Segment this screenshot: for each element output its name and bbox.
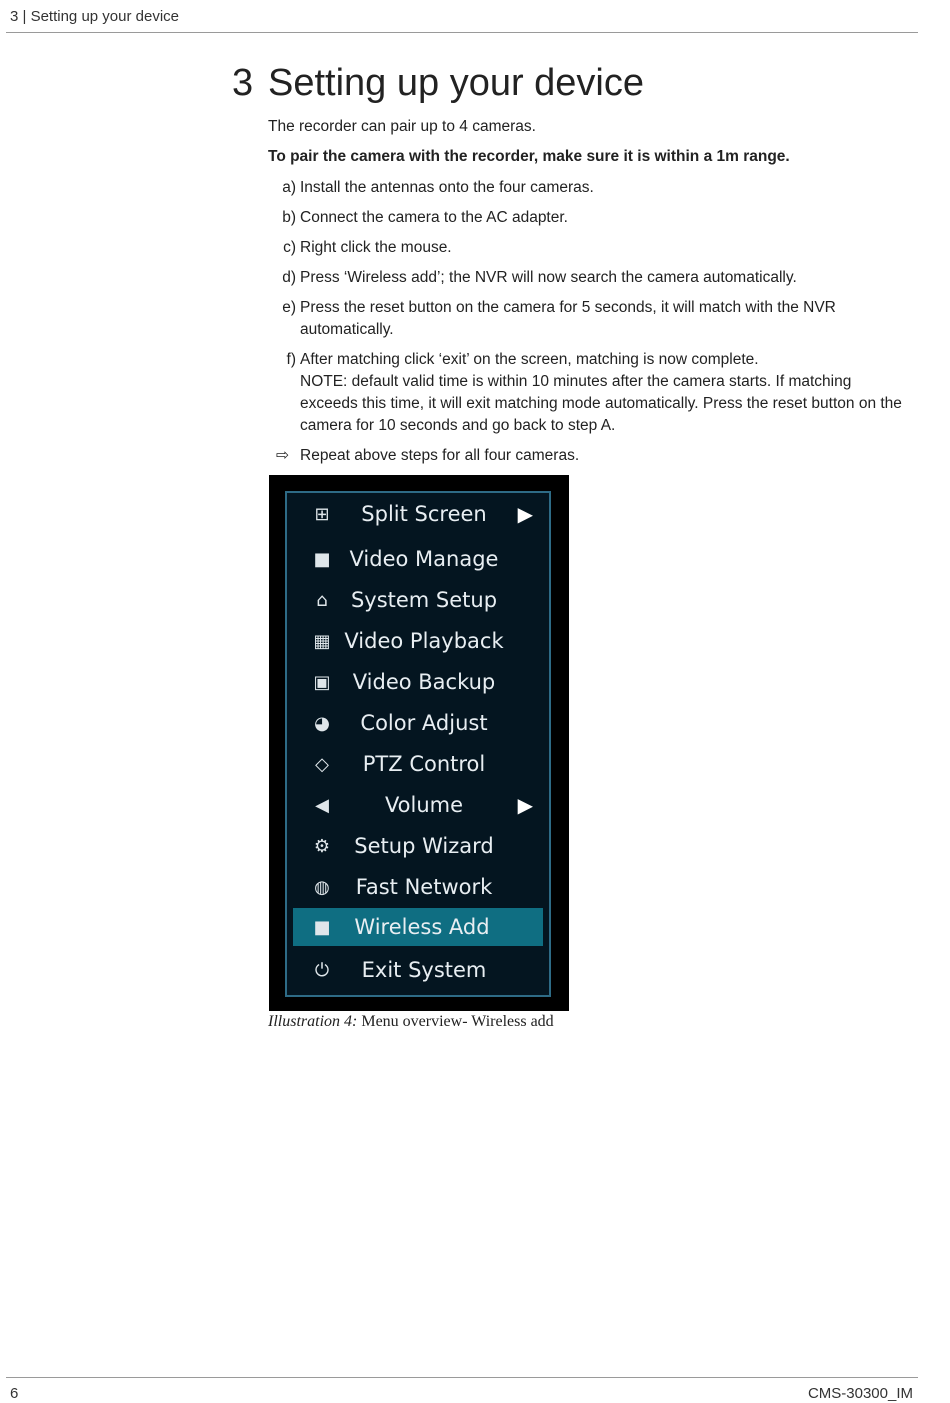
menu-item-label: Split Screen — [361, 502, 487, 526]
header-divider — [6, 32, 918, 33]
menu-item-label: Fast Network — [355, 875, 493, 899]
power-icon: ⏻ — [314, 959, 330, 981]
globe-icon: ◍ — [314, 876, 330, 898]
menu-item-label: Video Manage — [349, 547, 499, 571]
caption-text: Menu overview- Wireless add — [357, 1013, 554, 1030]
camera-icon: ■ — [313, 548, 331, 570]
menu-screenshot — [269, 475, 569, 1011]
house-icon: ⌂ — [316, 589, 328, 611]
running-header: 3 | Setting up your device — [10, 8, 179, 25]
menu-item-exit-system[interactable] — [307, 951, 533, 989]
step-text: Right click the mouse. — [300, 239, 452, 256]
intro-text: The recorder can pair up to 4 cameras. — [268, 118, 536, 135]
ptz-icon: ◇ — [315, 753, 329, 775]
speaker-icon: ◀ — [315, 794, 329, 816]
arrow-right-icon: ⇨ — [276, 447, 289, 464]
footer-divider — [6, 1377, 918, 1378]
step-text: After matching click ‘exit’ on the screen, matching is now complete. — [300, 351, 759, 368]
menu-item-wireless-add[interactable] — [293, 908, 543, 946]
menu-item-fast-network[interactable] — [307, 868, 533, 906]
step-b — [268, 207, 908, 229]
step-text: Press the reset button on the camera for 5 seconds, it will match with the NVR automatically. — [300, 299, 836, 338]
menu-item-volume[interactable] — [307, 786, 533, 824]
menu-item-label: PTZ Control — [362, 752, 486, 776]
menu-item-video-playback[interactable] — [307, 622, 533, 660]
menu-item-label: System Setup — [350, 588, 498, 612]
menu-item-label: Video Playback — [344, 629, 504, 653]
floppy-icon: ▣ — [313, 671, 331, 693]
note-text: NOTE: default valid time is within 10 minutes after the camera starts. If matching exceeds this time, it will exit matching mode automatically. Press the reset button on the camera for 10 seconds and go back to step A. — [300, 373, 902, 434]
menu-item-label: Volume — [384, 793, 464, 817]
step-d — [268, 267, 908, 289]
document-code: CMS-30300_IM — [807, 1385, 913, 1402]
context-menu — [285, 491, 551, 997]
menu-item-label: Color Adjust — [360, 711, 488, 735]
menu-item-system-setup[interactable] — [307, 581, 533, 619]
step-label: d) — [282, 269, 296, 286]
step-a — [268, 177, 908, 199]
menu-item-setup-wizard[interactable] — [307, 827, 533, 865]
step-label: f) — [286, 351, 296, 368]
gears-icon: ⚙ — [313, 835, 331, 857]
menu-item-video-manage[interactable] — [307, 540, 533, 578]
submenu-arrow-icon: ▶ — [517, 793, 533, 817]
menu-item-label: Exit System — [361, 958, 487, 982]
step-f — [268, 349, 908, 437]
chapter-title: Setting up your device — [268, 62, 645, 104]
step-text: Install the antennas onto the four cameras. — [300, 179, 594, 196]
menu-item-ptz-control[interactable] — [307, 745, 533, 783]
page-number: 6 — [10, 1385, 19, 1402]
step-e — [268, 297, 908, 341]
palette-icon: ◕ — [314, 712, 330, 734]
step-label: a) — [282, 179, 296, 196]
menu-item-split-screen[interactable] — [307, 495, 533, 533]
step-label: b) — [282, 209, 296, 226]
step-label: c) — [283, 239, 296, 256]
chapter-number: 3 — [232, 62, 254, 104]
film-icon: ▦ — [313, 630, 331, 652]
menu-item-color-adjust[interactable] — [307, 704, 533, 742]
step-label: e) — [282, 299, 296, 316]
chapter-heading — [232, 62, 644, 105]
step-text: Press ‘Wireless add’; the NVR will now search the camera automatically. — [300, 269, 797, 286]
menu-item-label: Wireless Add — [354, 915, 490, 939]
repeat-bullet — [276, 446, 579, 465]
step-text: Connect the camera to the AC adapter. — [300, 209, 568, 226]
menu-item-label: Video Backup — [352, 670, 496, 694]
bold-instruction: To pair the camera with the recorder, make sure it is within a 1m range. — [268, 148, 790, 165]
grid-icon: ⊞ — [314, 503, 330, 525]
caption-label: Illustration 4: — [268, 1013, 358, 1030]
figure-caption — [268, 1013, 554, 1031]
menu-item-video-backup[interactable] — [307, 663, 533, 701]
bullet-text: Repeat above steps for all four cameras. — [300, 447, 580, 464]
step-c — [268, 237, 908, 259]
submenu-arrow-icon: ▶ — [517, 502, 533, 526]
camera-icon: ■ — [313, 916, 331, 938]
menu-item-label: Setup Wizard — [354, 834, 494, 858]
